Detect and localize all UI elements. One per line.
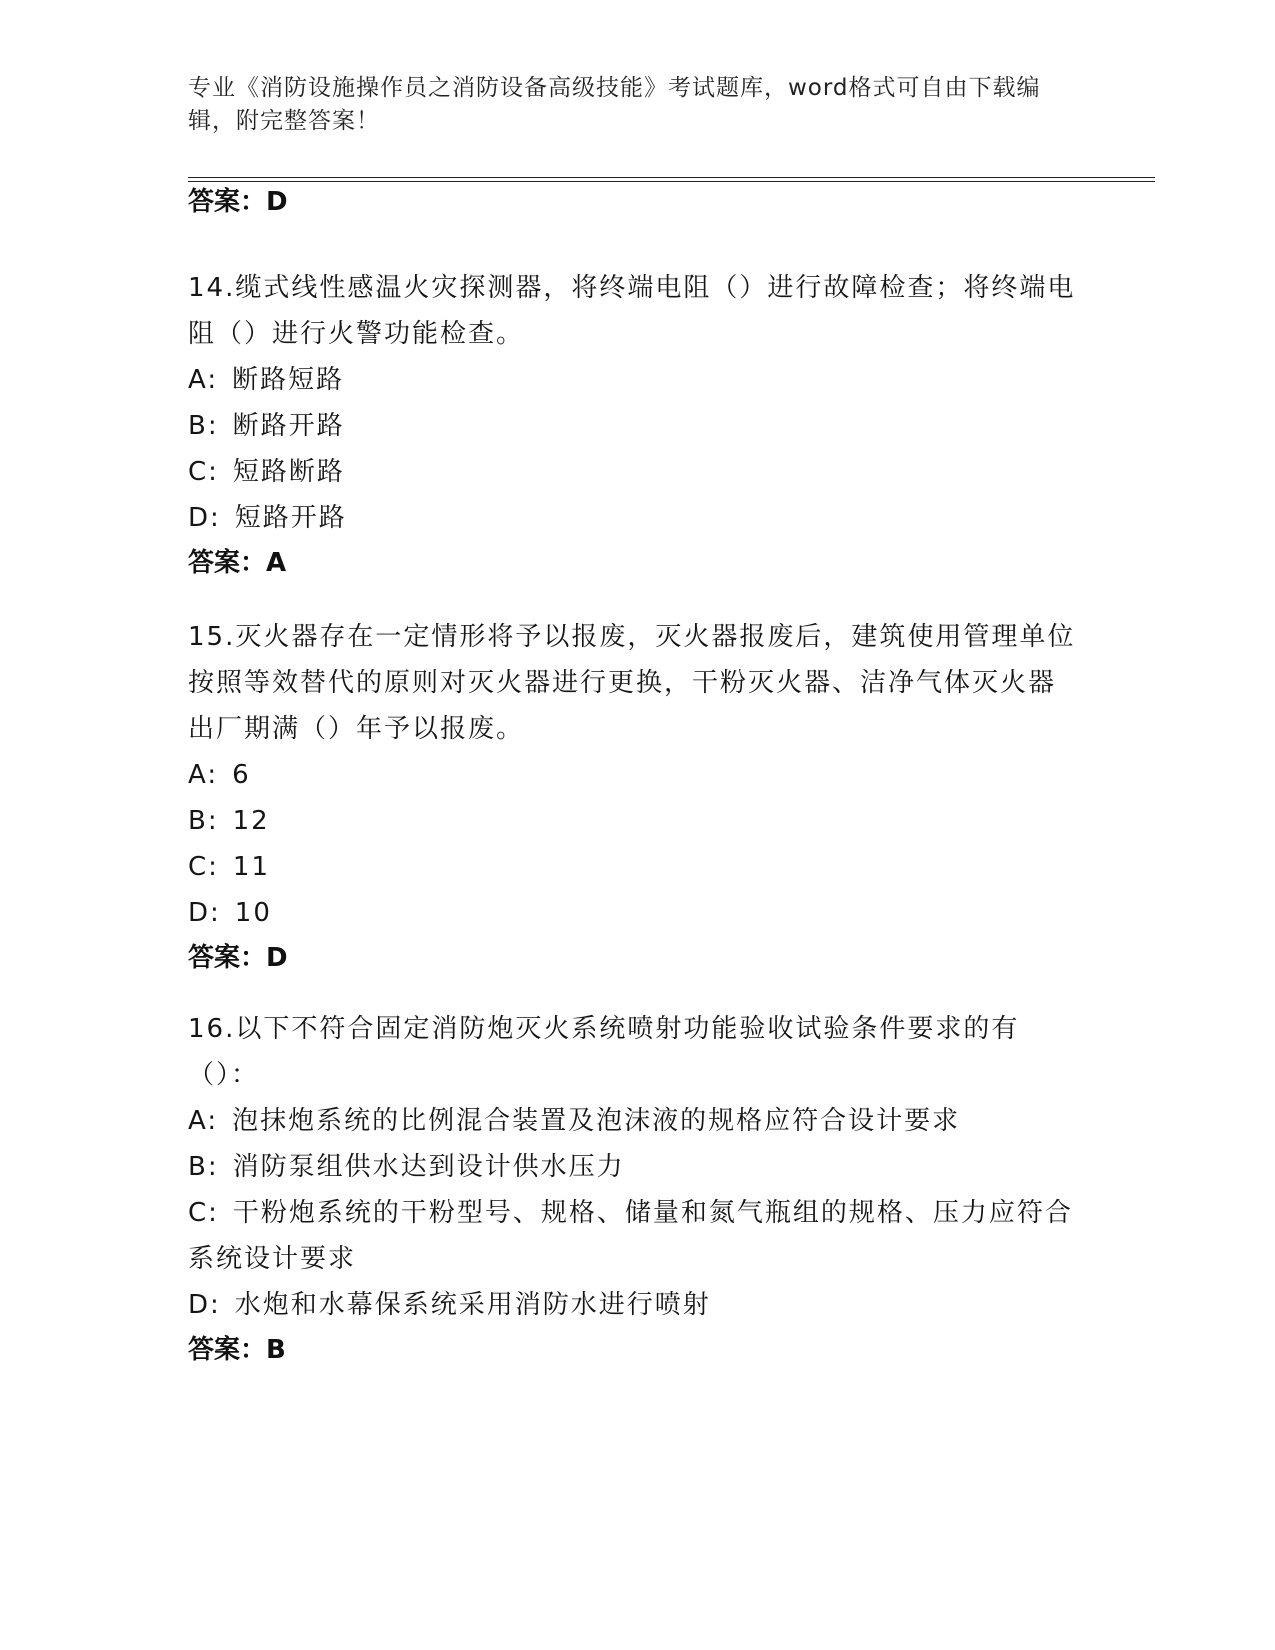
option-letter: C: <box>188 852 219 882</box>
question-answer <box>188 1328 1078 1372</box>
page-header: 专业《消防设施操作员之消防设备高级技能》考试题库，word格式可自由下载编辑，附完整答案！ <box>188 75 1041 134</box>
answer-label: 答案： <box>188 1335 267 1365</box>
answer-value: A <box>266 548 287 578</box>
answer-value: B <box>266 1335 286 1365</box>
option-letter: A: <box>188 365 219 395</box>
option-list <box>188 1098 1078 1328</box>
answer-value: D <box>266 943 288 973</box>
question-14 <box>188 265 1078 585</box>
option-letter: C: <box>188 457 219 487</box>
option-text: 断路开路 <box>232 411 345 441</box>
answer-label: 答案： <box>188 187 267 217</box>
option-c <box>188 1190 1078 1282</box>
answer-value: D <box>266 187 288 217</box>
option-b <box>188 1144 1078 1190</box>
top-answer <box>188 184 288 220</box>
option-text: 短路开路 <box>234 503 347 533</box>
option-text: 12 <box>232 806 270 836</box>
option-b <box>188 798 1078 844</box>
option-text: 断路短路 <box>232 365 345 395</box>
option-a <box>188 357 1078 403</box>
option-a <box>188 1098 1078 1144</box>
option-text: 11 <box>232 852 271 882</box>
header-divider <box>188 177 1155 182</box>
question-stem: 16.以下不符合固定消防炮灭火系统喷射功能验收试验条件要求的有（）： <box>188 1014 1020 1090</box>
option-text: 10 <box>234 898 272 928</box>
question-16 <box>188 1006 1078 1372</box>
option-c <box>188 449 1078 495</box>
question-stem: 14.缆式线性感温火灾探测器，将终端电阻（）进行故障检查；将终端电阻（）进行火警功能检查。 <box>188 273 1076 349</box>
option-letter: B: <box>188 1152 219 1182</box>
question-answer <box>188 541 1078 585</box>
question-answer <box>188 936 1078 980</box>
option-text: 消防泵组供水达到设计供水压力 <box>232 1152 625 1182</box>
option-letter: A: <box>188 1106 219 1136</box>
option-letter: B: <box>188 806 219 836</box>
option-letter: A: <box>188 760 219 790</box>
option-letter: D: <box>188 898 221 928</box>
option-d <box>188 1282 1078 1328</box>
option-text: 泡抹炮系统的比例混合装置及泡沫液的规格应符合设计要求 <box>232 1106 961 1136</box>
option-text: 水炮和水幕保系统采用消防水进行喷射 <box>234 1290 711 1320</box>
question-15 <box>188 614 1078 980</box>
option-d <box>188 890 1078 936</box>
answer-label: 答案： <box>188 548 267 578</box>
option-c <box>188 844 1078 890</box>
option-letter: B: <box>188 411 219 441</box>
option-a <box>188 752 1078 798</box>
option-list <box>188 752 1078 936</box>
option-letter: D: <box>188 503 221 533</box>
question-stem: 15.灭火器存在一定情形将予以报废，灭火器报废后，建筑使用管理单位按照等效替代的原则对灭火器进行更换，干粉灭火器、洁净气体灭火器出厂期满（）年予以报废。 <box>188 622 1076 744</box>
option-text: 6 <box>232 760 251 790</box>
option-text: 干粉炮系统的干粉型号、规格、储量和氮气瓶组的规格、压力应符合系统设计要求 <box>188 1198 1073 1274</box>
option-letter: D: <box>188 1290 221 1320</box>
option-b <box>188 403 1078 449</box>
option-d <box>188 495 1078 541</box>
option-list <box>188 357 1078 541</box>
option-text: 短路断路 <box>232 457 345 487</box>
option-letter: C: <box>188 1198 219 1228</box>
answer-label: 答案： <box>188 943 267 973</box>
